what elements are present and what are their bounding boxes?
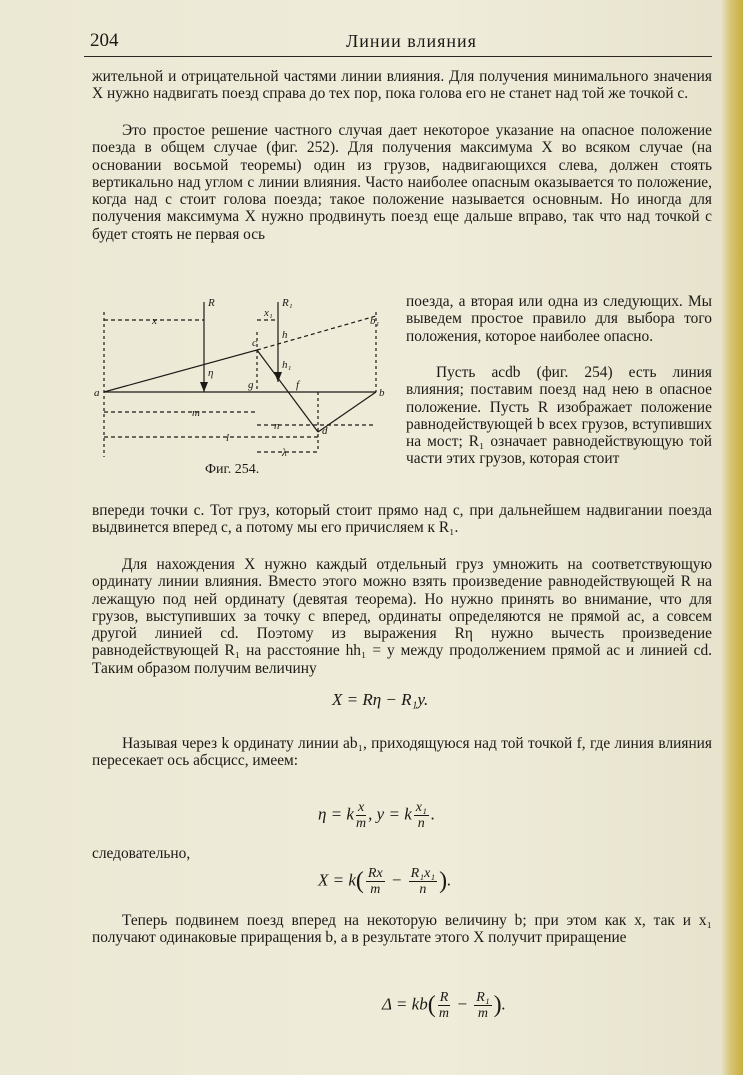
formula-x-expanded: X = k( $\frac{Rx}{m}$ − $\frac{\text{R₁x₁}}{n}$ ). [318,866,452,897]
label-h: h [282,329,288,341]
formula-delta: Δ = kb( $\frac{R}{m}$ − $\frac{\text{R₁}}{m}$ ). [382,990,506,1021]
label-m: m [192,407,200,419]
label-x1: x₁ [264,307,273,319]
page-header [84,30,712,57]
label-b: b [379,387,385,399]
line-ac [104,350,257,392]
label-c: c [252,337,257,349]
label-n: n [274,420,280,432]
label-h1: h₁ [282,359,292,371]
paragraph-9: Теперь подвинем поезд вперед на некоторую величину b; при этом как x, так и x₁ получают одинаковые приращения b, а в результате этого X получит приращение [92,912,712,947]
running-head: Линии влияния [346,31,477,51]
influence-line-diagram [92,292,392,482]
formula-x: X = Rη − R₁y. [332,690,429,709]
label-l: l [226,432,230,444]
page-edge [721,0,743,1075]
label-R1: R₁ [282,297,293,309]
formula-eta-y: η = k $\frac{x}{m}$ , y = k $\frac{\text{x₁}}{n}$ . [318,800,436,831]
label-R: R [208,297,215,309]
label-x: x [152,315,157,327]
figure-caption: Фиг. 254. [205,462,260,477]
label-eta: η [208,367,214,379]
label-g: g [248,379,254,391]
paragraph-7: Называя через k ординату линии ab₁, приходящуюся над той точкой f, где линия влияния пересекает ось абсцисс, имеем: [92,735,712,770]
paragraph-6: Для нахождения X нужно каждый отдельный груз умножить на соответствующую ординату линии влияния. Вместо этого можно взять произведение равнодействующей R на лежащую под ней ординату (девятая теорема). Но нужно принять во внимание, что для грузов, выступивших за точку c вперед, ординаты определяются не прямой ac, а совсем другой линией cd. Поэтому из выражения Rη нужно вычесть произведение равнодействующей R₁ на расстояние hh₁ = y между продолжением прямой ac и линией cd. Таким образом получим величину [92,556,712,677]
label-lambda: λ [282,447,287,459]
paragraph-3: поезда, а вторая или одна из следующих. Мы выведем простое правило для выбора того положения, которое наиболее опасно. [406,293,712,345]
label-a: a [94,387,100,399]
paragraph-8: следовательно, [92,845,191,862]
paragraph-5: впереди точки c. Тот груз, который стоит прямо над c, при дальнейшем надвигании поезда выдвинется вперед c, а потому мы его причисляем к R₁. [92,502,712,537]
label-d: d [322,425,328,437]
line-ab1 [257,316,376,350]
figure-254 [92,292,392,482]
arrow-R1 [274,372,282,382]
label-b1: b₁ [370,315,380,327]
paragraph-4: Пусть acdb (фиг. 254) есть линия влияния; поставим поезд над нею в опасное положение. Пусть R изображает положение равнодействующей b всех грузов, вступивших на мост; R₁ означает равнодействующую той части этих грузов, которая стоит [406,364,712,468]
paragraph-1: жительной и отрицательной частями линии влияния. Для получения минимального значения X нужно надвигать поезд справа до тех пор, пока голова его не станет над той же точкой c. [92,68,712,103]
page-number: 204 [90,30,119,51]
paragraph-2: Это простое решение частного случая дает некоторое указание на опасное положение поезда в общем случае (фиг. 252). Для получения максимума X во всяком случае (на основании восьмой теоремы) один из грузов, надвигающихся слева, должен стоять вертикально над углом c линии влияния. Часто наиболее опасным оказывается то положение, когда над c стоит голова поезда; такое положение называется основным. Но иногда для получения максимума X нужно продвинуть поезд еще дальше вправо, так что над точкой c будет стоять не первая ось [92,122,712,243]
label-f: f [296,379,300,391]
arrow-R [200,382,208,392]
